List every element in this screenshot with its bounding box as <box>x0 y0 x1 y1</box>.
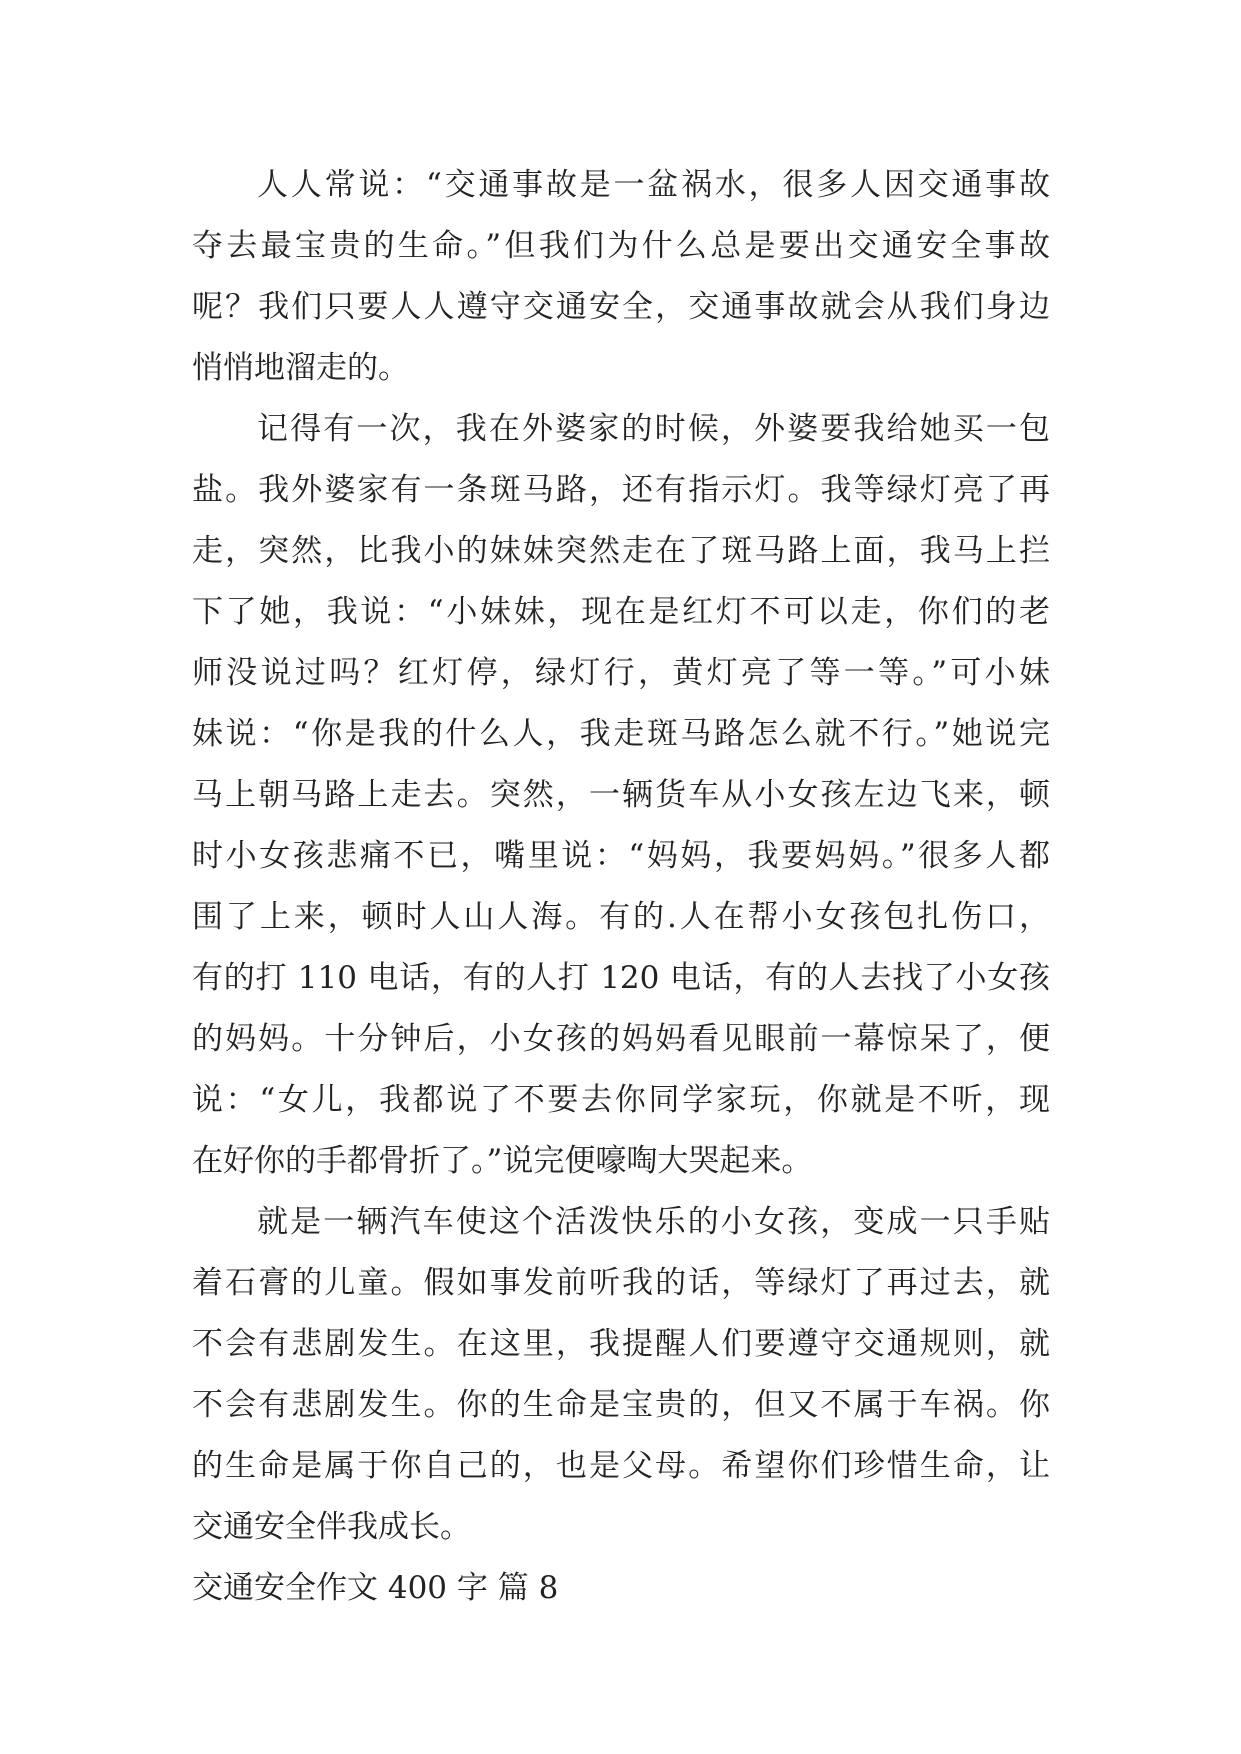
paragraph-line: 盐。我外婆家有一条斑马路，还有指示灯。我等绿灯亮了再 <box>192 472 1050 508</box>
paragraph-1 <box>192 155 1050 399</box>
paragraph-line: 夺去最宝贵的生命。”但我们为什么总是要出交通安全事故 <box>192 228 1050 264</box>
paragraph-2 <box>192 399 1050 1192</box>
paragraph-line: 师没说过吗？红灯停，绿灯行，黄灯亮了等一等。”可小妹 <box>192 655 1050 691</box>
paragraph-line: 围了上来，顿时人山人海。有的.人在帮小女孩包扎伤口， <box>192 899 1050 935</box>
paragraph-line: 在好你的手都骨折了。”说完便嚎啕大哭起来。 <box>192 1143 813 1179</box>
paragraph-line: 不会有悲剧发生。在这里，我提醒人们要遵守交通规则，就 <box>192 1326 1050 1362</box>
paragraph-line: 说：“女儿，我都说了不要去你同学家玩，你就是不听，现 <box>192 1082 1050 1118</box>
paragraph-line: 有的打 110 电话，有的人打 120 电话，有的人去找了小女孩 <box>192 960 1050 996</box>
paragraph-line: 悄悄地溜走的。 <box>192 350 409 386</box>
paragraph-line: 时小女孩悲痛不已，嘴里说：“妈妈，我要妈妈。”很多人都 <box>192 838 1050 874</box>
paragraph-line: 妹说：“你是我的什么人，我走斑马路怎么就不行。”她说完 <box>192 716 1050 752</box>
paragraph-line: 不会有悲剧发生。你的生命是宝贵的，但又不属于车祸。你 <box>192 1387 1050 1423</box>
paragraph-line: 交通安全伴我成长。 <box>192 1509 471 1545</box>
paragraph-line: 着石膏的儿童。假如事发前听我的话，等绿灯了再过去，就 <box>192 1265 1050 1301</box>
paragraph-line: 马上朝马路上走去。突然，一辆货车从小女孩左边飞来，顿 <box>192 777 1050 813</box>
document-body <box>192 155 1050 1619</box>
paragraph-line: 下了她，我说：“小妹妹，现在是红灯不可以走，你们的老 <box>192 594 1050 630</box>
paragraph-line: 人人常说：“交通事故是一盆祸水，很多人因交通事故 <box>257 167 1050 203</box>
paragraph-line: 的妈妈。十分钟后，小女孩的妈妈看见眼前一幕惊呆了，便 <box>192 1021 1050 1057</box>
paragraph-line: 记得有一次，我在外婆家的时候，外婆要我给她买一包 <box>257 411 1050 447</box>
paragraph-line: 的生命是属于你自己的，也是父母。希望你们珍惜生命，让 <box>192 1448 1050 1484</box>
paragraph-line: 就是一辆汽车使这个活泼快乐的小女孩，变成一只手贴 <box>257 1204 1050 1240</box>
paragraph-line: 走，突然，比我小的妹妹突然走在了斑马路上面，我马上拦 <box>192 533 1050 569</box>
paragraph-line: 呢？我们只要人人遵守交通安全，交通事故就会从我们身边 <box>192 289 1050 325</box>
section-heading: 交通安全作文 400 字 篇 8 <box>192 1570 559 1606</box>
paragraph-3 <box>192 1192 1050 1558</box>
